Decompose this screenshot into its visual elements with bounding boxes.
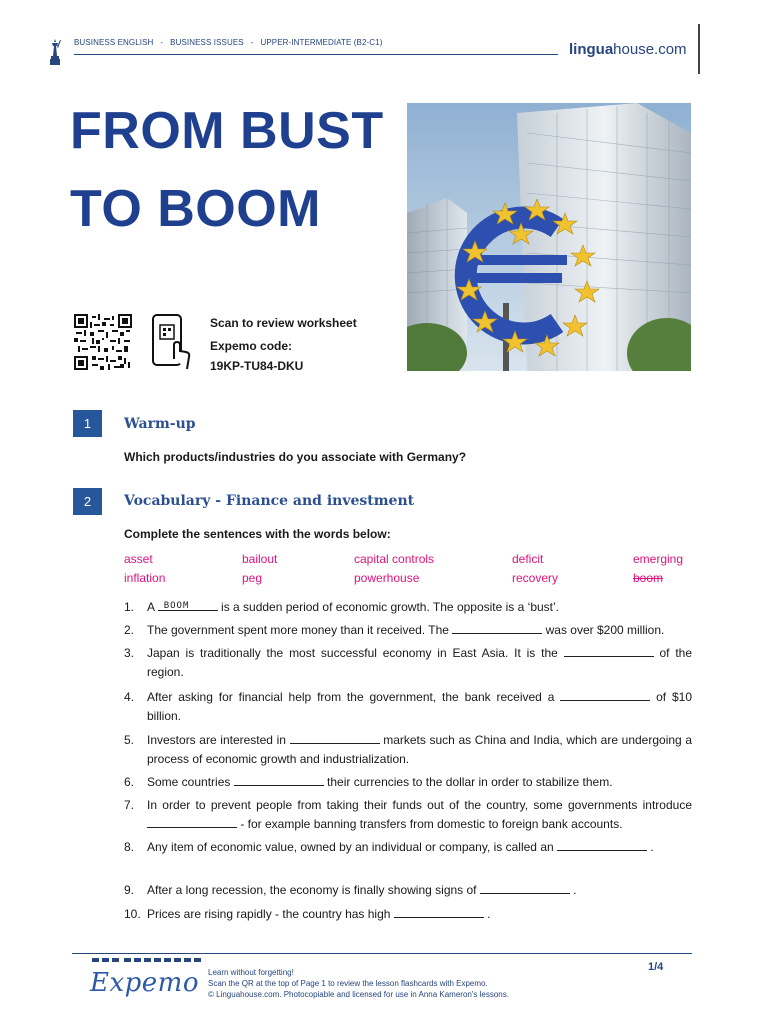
cut-off-footer-text [92, 957, 202, 962]
word-bank-item: bailout [242, 552, 278, 566]
breadcrumb-separator: - [160, 38, 164, 47]
qr-code-icon [74, 314, 132, 370]
answer-blank[interactable] [147, 817, 237, 828]
answer-blank[interactable] [234, 775, 324, 786]
answer-blank[interactable] [452, 623, 542, 634]
word-bank-item: deficit [512, 552, 544, 566]
word-bank-item: recovery [512, 571, 559, 585]
answer-blank[interactable] [394, 907, 484, 918]
statue-of-liberty-icon [48, 38, 62, 66]
word-bank-item-used: boom [633, 571, 664, 585]
answer-blank[interactable] [290, 733, 380, 744]
word-bank [124, 552, 694, 592]
breadcrumb-item: UPPER-INTERMEDIATE (B2-C1) [260, 38, 383, 47]
page-number: 1/4 [648, 961, 664, 973]
word-bank-item: capital controls [354, 552, 435, 566]
word-bank-item: asset [124, 552, 153, 566]
euro-sculpture-photo [407, 103, 691, 371]
scan-instructions [210, 312, 357, 375]
phone-scan-icon [150, 313, 192, 371]
section-title-warm-up: Warm-up [124, 416, 196, 432]
page-header [48, 30, 700, 70]
word-bank-item: inflation [124, 571, 166, 585]
section-title-vocabulary: Vocabulary - Finance and investment [124, 493, 415, 509]
title-line-1: FROM BUST [70, 102, 384, 160]
answer-blank[interactable] [564, 646, 654, 657]
section-number: 2 [73, 488, 102, 515]
word-bank-item: emerging [633, 552, 684, 566]
section-number: 1 [73, 410, 102, 437]
word-bank-item: peg [242, 571, 263, 585]
breadcrumb [74, 38, 383, 47]
vocabulary-instruction: Complete the sentences with the words below: [124, 527, 391, 541]
handwritten-answer: BOOM [163, 601, 190, 611]
header-divider [74, 54, 558, 55]
footer-divider [72, 953, 692, 954]
brand-logo: linguahouse.com [569, 41, 687, 58]
scan-label: Scan to review worksheet [210, 316, 357, 330]
warm-up-question: Which products/industries do you associate with Germany? [124, 450, 467, 464]
expemo-code: 19KP-TU84-DKU [210, 359, 304, 373]
answer-blank[interactable] [560, 690, 650, 701]
answer-blank[interactable] [557, 840, 647, 851]
header-bar [698, 24, 700, 74]
answer-blank[interactable] [480, 883, 570, 894]
breadcrumb-item: BUSINESS ENGLISH [74, 38, 154, 47]
answer-blank[interactable] [158, 599, 218, 611]
footer-note: Learn without forgetting! Scan the QR at the top of Page 1 to review the lesson flashcards with Expemo. © Linguahouse.com. Photocopiable and licensed for use in Anna Kameron's lessons. [208, 968, 509, 999]
breadcrumb-separator: - [250, 38, 254, 47]
expemo-code-label: Expemo code: [210, 339, 293, 353]
page-title [70, 92, 384, 248]
expemo-logo: Expemo [90, 968, 199, 998]
title-line-2: TO BOOM [70, 180, 321, 238]
word-bank-item: powerhouse [354, 571, 420, 585]
breadcrumb-item: BUSINESS ISSUES [170, 38, 244, 47]
